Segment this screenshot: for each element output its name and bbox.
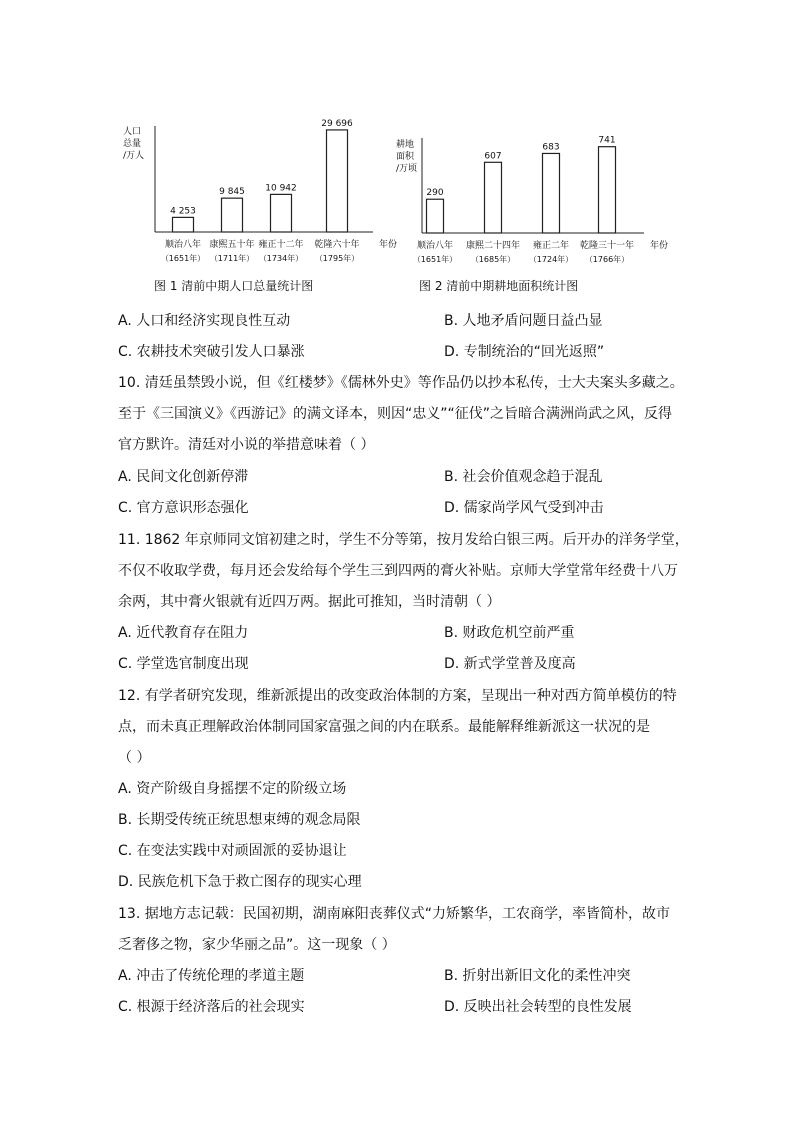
x-tick-year-label: （1734年） — [258, 254, 304, 263]
q12-stem-line-1: 12. 有学者研究发现，维新派提出的改变政治体制的方案，呈现出一种对西方简单模仿的特 — [118, 688, 677, 704]
x-tick-year-label: （1711年） — [209, 254, 255, 263]
bar-data-label: 10 942 — [265, 183, 297, 194]
bar — [427, 199, 444, 233]
y-axis-label-line: 面积 — [396, 152, 415, 162]
x-tick-label: 雍正十二年 — [258, 240, 304, 250]
bar — [222, 198, 243, 232]
figure-1-caption: 图 1 清前中期人口总量统计图 — [154, 279, 314, 293]
q13-option-b[interactable]: B. 折射出新旧文化的柔性冲突 — [444, 968, 631, 984]
y-axis-label-line: 人口 — [123, 127, 142, 137]
x-tick-label: 康熙五十年 — [209, 240, 255, 250]
x-tick-label: 顺治八年 — [164, 240, 202, 250]
bar — [543, 153, 560, 233]
bar — [327, 130, 348, 232]
y-axis-label-line: /万顷 — [396, 164, 418, 174]
q11-stem-line-2: 不仅不收取学费，每月还会发给每个学生三到四两的膏火补贴。京师大学堂常年经费十八万 — [118, 563, 678, 579]
x-tick-year-label: （1724年） — [528, 255, 574, 264]
bar-data-label: 607 — [484, 151, 502, 162]
q11-option-d[interactable]: D. 新式学堂普及度高 — [444, 656, 576, 672]
q13-option-a[interactable]: A. 冲击了传统伦理的孝道主题 — [118, 968, 305, 984]
x-axis-label: 年份 — [650, 241, 669, 251]
x-tick-label: 乾隆三十一年 — [579, 241, 635, 251]
bar-data-label: 4 253 — [170, 206, 196, 217]
x-tick-year-label: （1651年） — [412, 255, 458, 264]
q9-option-a[interactable]: A. 人口和经济实现良性互动 — [118, 313, 291, 329]
q9-option-c[interactable]: C. 农耕技术突破引发人口暴涨 — [118, 344, 305, 360]
x-tick-year-label: （1685年） — [470, 255, 516, 264]
figure-2-caption: 图 2 清前中期耕地面积统计图 — [419, 279, 579, 293]
x-axis-label: 年份 — [379, 240, 398, 250]
q11-stem-line-1: 11. 1862 年京师同文馆初建之时，学生不分等第，按月发给白银三两。后开办的洋务学堂， — [118, 532, 689, 548]
q10-option-c[interactable]: C. 官方意识形态强化 — [118, 500, 249, 516]
q9-option-d[interactable]: D. 专制统治的“回光返照” — [444, 344, 605, 360]
bar-data-label: 9 845 — [219, 187, 245, 198]
y-axis-label-line: /万人 — [123, 151, 145, 161]
q12-option-a[interactable]: A. 资产阶级自身摇摆不定的阶级立场 — [118, 781, 347, 797]
q12-stem-line-2: 点，而未真正理解政治体制同国家富强之间的内在联系。最能解释维新派这一状况的是 — [118, 719, 650, 735]
bar — [599, 147, 616, 233]
farmland-chart — [392, 130, 682, 268]
q11-stem-line-3: 余两，其中膏火银就有近四万两。据此可推知，当时清朝（ ） — [118, 594, 501, 610]
q10-option-d[interactable]: D. 儒家尚学风气受到冲击 — [444, 500, 604, 516]
q12-option-c[interactable]: C. 在变法实践中对顽固派的妥协退让 — [118, 843, 347, 859]
x-tick-label: 康熙二十四年 — [465, 241, 521, 251]
x-tick-label: 顺治八年 — [416, 241, 454, 251]
q10-stem-line-2: 至于《三国演义》《西游记》的满文译本，则因“忠义”“征伐”之旨暗合满洲尚武之风，反得 — [118, 406, 673, 422]
q11-option-a[interactable]: A. 近代教育存在阻力 — [118, 625, 249, 641]
bar — [173, 217, 194, 232]
population-chart — [115, 108, 418, 268]
q10-stem-line-1: 10. 清廷虽禁毁小说，但《红楼梦》《儒林外史》等作品仍以抄本私传，士大夫案头多藏之。 — [118, 375, 684, 391]
q12-option-d[interactable]: D. 民族危机下急于救亡图存的现实心理 — [118, 874, 362, 890]
y-axis-label-line: 耕地 — [396, 140, 415, 150]
q12-stem-line-3: （ ） — [118, 750, 151, 766]
x-tick-label: 乾隆六十年 — [314, 240, 360, 250]
q13-stem-line-2: 乏奢侈之物，家少华丽之品”。这一现象（ ） — [118, 937, 396, 953]
y-axis-label-line: 总量 — [123, 139, 142, 149]
x-tick-label: 雍正二年 — [532, 241, 570, 251]
bar-data-label: 683 — [542, 142, 560, 153]
bar-data-label: 290 — [426, 188, 444, 199]
bar-data-label: 741 — [598, 135, 616, 146]
q11-option-c[interactable]: C. 学堂选官制度出现 — [118, 656, 249, 672]
q13-option-d[interactable]: D. 反映出社会转型的良性发展 — [444, 999, 632, 1015]
bar — [485, 162, 502, 233]
x-tick-year-label: （1795年） — [314, 254, 360, 263]
q13-stem-line-1: 13. 据地方志记载：民国初期，湖南麻阳丧葬仪式“力矫繁华，工农商学，率皆简朴，故市 — [118, 906, 670, 922]
q10-stem-line-3: 官方默许。清廷对小说的举措意味着（ ） — [118, 437, 375, 453]
q11-option-b[interactable]: B. 财政危机空前严重 — [444, 625, 575, 641]
q9-option-b[interactable]: B. 人地矛盾问题日益凸显 — [444, 313, 603, 329]
x-tick-year-label: （1651年） — [160, 254, 206, 263]
q10-option-a[interactable]: A. 民间文化创新停滞 — [118, 469, 249, 485]
bar-data-label: 29 696 — [321, 118, 353, 129]
q10-option-b[interactable]: B. 社会价值观念趋于混乱 — [444, 469, 603, 485]
bar — [271, 194, 292, 232]
q12-option-b[interactable]: B. 长期受传统正统思想束缚的观念局限 — [118, 812, 361, 828]
x-tick-year-label: （1766年） — [584, 255, 630, 264]
q13-option-c[interactable]: C. 根源于经济落后的社会现实 — [118, 999, 305, 1015]
